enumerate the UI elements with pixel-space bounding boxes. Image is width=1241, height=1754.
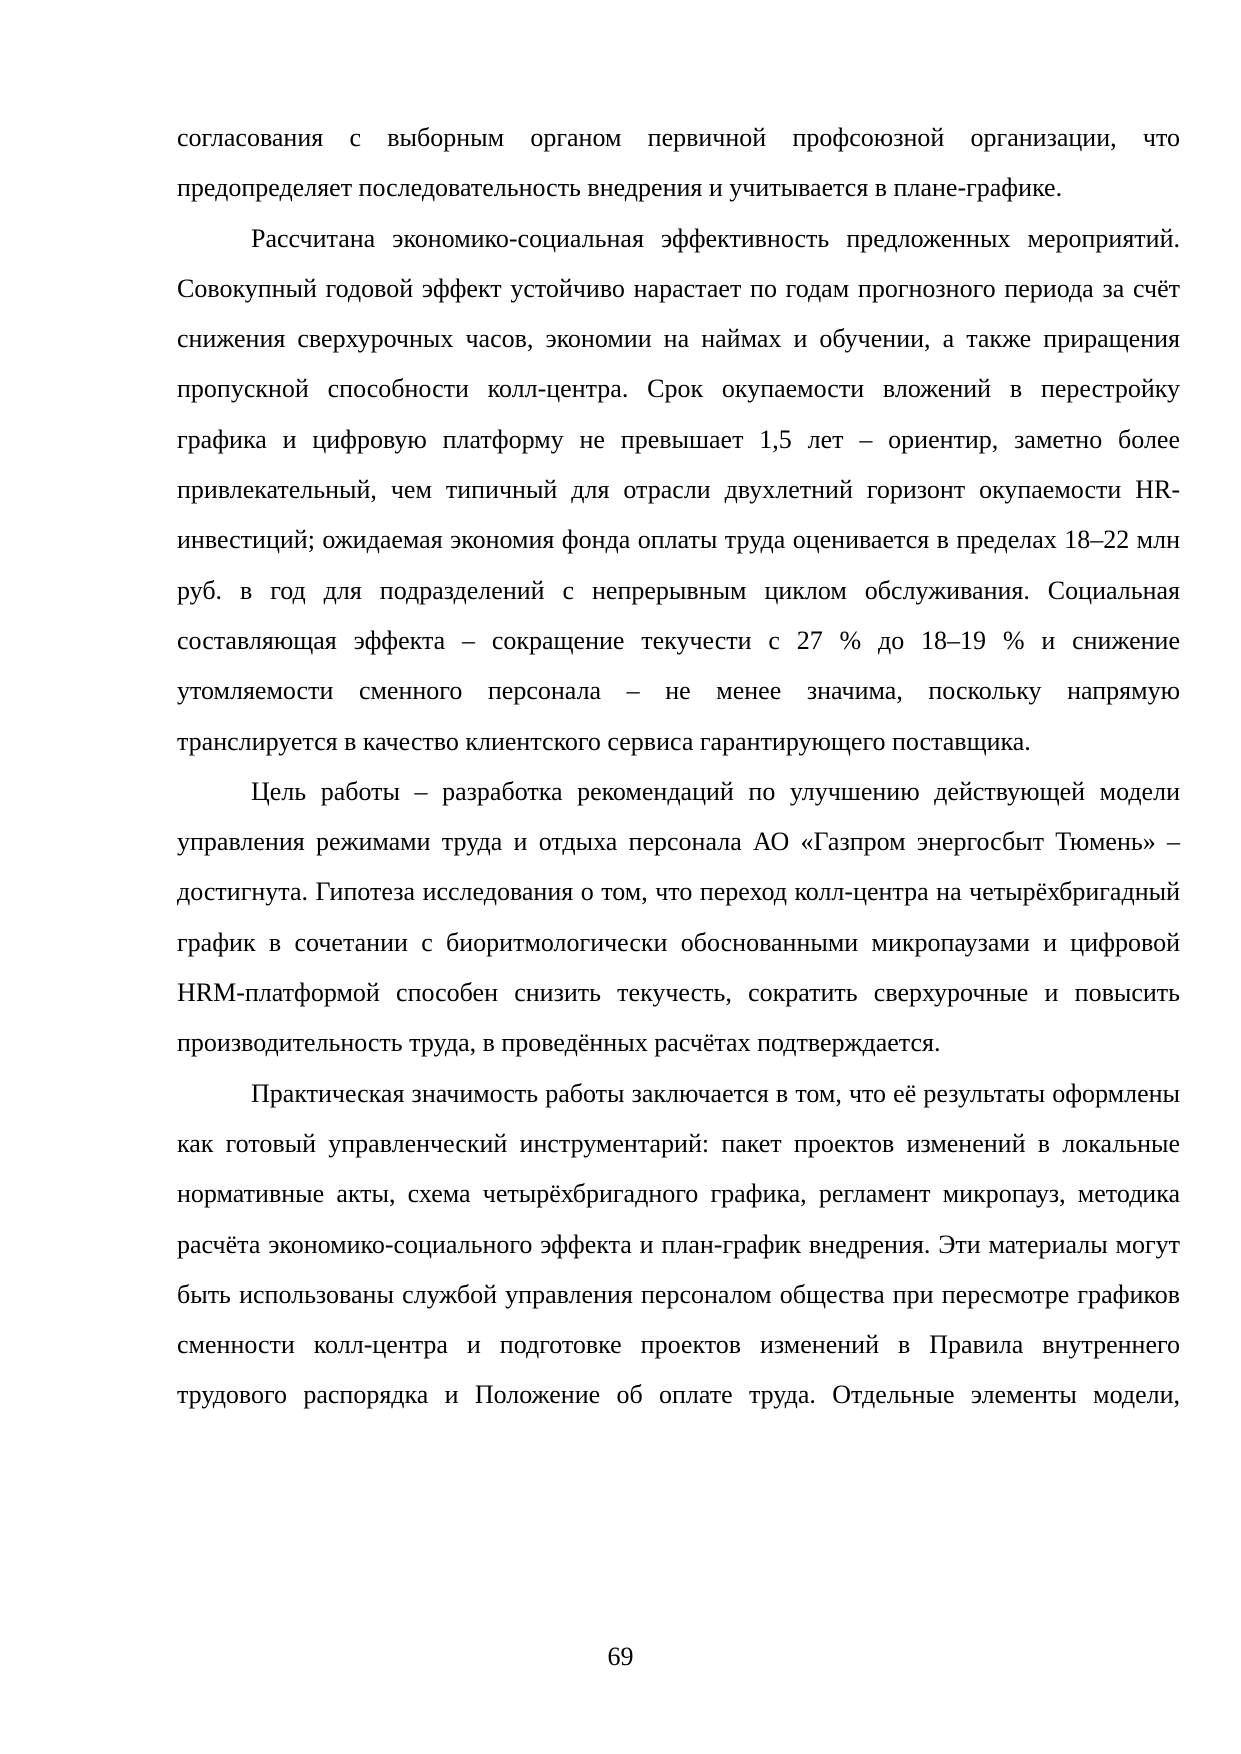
document-body: [177, 113, 1180, 1421]
paragraph-goal: Цель работы – разработка рекомендаций по улучшению действующей модели управления режимами труда и отдыха персонала АО «Газпром энергосбыт Тюмень» – достигнута. Гипотеза исследования о том, что переход колл-центра на четырёхбригадный график в сочетании с биоритмологически обоснованными микропаузами и цифровой HRM-платформой способен снизить текучесть, сократить сверхурочные и повысить производительность труда, в проведённых расчётах подтверждается.: [177, 776, 1180, 1058]
paragraph-continuation: согласования с выборным органом первичной профсоюзной организации, что предопределяет последовательность внедрения и учитывается в плане-графике.: [177, 123, 1180, 203]
paragraph-efficiency: Рассчитана экономико-социальная эффективность предложенных мероприятий. Совокупный годовой эффект устойчиво нарастает по годам прогнозного периода за счёт снижения сверхурочных часов, экономии на наймах и обучении, а также приращения пропускной способности колл-центра. Срок окупаемости вложений в перестройку графика и цифровую платформу не превышает 1,5 лет – ориентир, заметно более привлекательный, чем типичный для отрасли двухлетний горизонт окупаемости HR-инвестиций; ожидаемая экономия фонда оплаты труда оценивается в пределах 18–22 млн руб. в год для подразделений с непрерывным циклом обслуживания. Социальная составляющая эффекта – сокращение текучести с 27 % до 18–19 % и снижение утомляемости сменного персонала – не менее значима, поскольку напрямую транслируется в качество клиентского сервиса гарантирующего поставщика.: [177, 223, 1180, 756]
paragraph-practical-significance: Практическая значимость работы заключается в том, что её результаты оформлены как готовый управленческий инструментарий: пакет проектов изменений в локальные нормативные акты, схема четырёхбригадного графика, регламент микропауз, методика расчёта экономико-социального эффекта и план-график внедрения. Эти материалы могут быть использованы службой управления персоналом общества при пересмотре графиков сменности колл-центра и подготовке проектов изменений в Правила внутреннего трудового распорядка и Положение об оплате труда. Отдельные элементы модели,: [177, 1078, 1180, 1410]
page-number: 69: [607, 1642, 634, 1671]
